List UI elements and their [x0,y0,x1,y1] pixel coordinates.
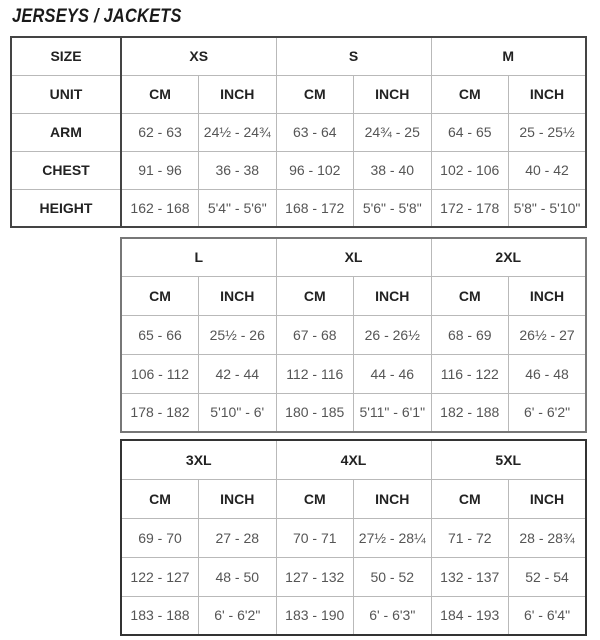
unit-header-cm: CM [276,276,354,315]
size-header: 5XL [431,440,586,479]
size-header-row [11,37,586,75]
value-cell: 5'6" - 5'8" [354,189,432,227]
value-cell: 46 - 48 [509,354,587,393]
value-cell: 52 - 54 [509,557,587,596]
table-row-chest [121,354,586,393]
unit-header-cm: CM [276,479,354,518]
value-cell: 69 - 70 [121,518,199,557]
value-cell: 6' - 6'2" [509,393,587,432]
size-header-row [121,440,586,479]
table-row-chest [11,151,586,189]
value-cell: 36 - 38 [199,151,277,189]
unit-header-cm: CM [121,479,199,518]
unit-row-label: UNIT [11,75,121,113]
value-cell: 26½ - 27 [509,315,587,354]
unit-header-inch: INCH [509,276,587,315]
size-header: 2XL [431,238,586,276]
unit-header-inch: INCH [509,479,587,518]
value-cell: 106 - 112 [121,354,199,393]
value-cell: 63 - 64 [276,113,354,151]
value-cell: 25 - 25½ [509,113,587,151]
value-cell: 182 - 188 [431,393,509,432]
page-title: JERSEYS / JACKETS [12,6,182,27]
value-cell: 6' - 6'4" [509,596,587,635]
size-header: 3XL [121,440,276,479]
value-cell: 183 - 190 [276,596,354,635]
size-header: L [121,238,276,276]
unit-header-cm: CM [121,75,199,113]
value-cell: 132 - 137 [431,557,509,596]
table-row-arm [121,315,586,354]
value-cell: 70 - 71 [276,518,354,557]
value-cell: 178 - 182 [121,393,199,432]
size-header-row [121,238,586,276]
value-cell: 102 - 106 [431,151,509,189]
value-cell: 5'8" - 5'10" [509,189,587,227]
value-cell: 71 - 72 [431,518,509,557]
value-cell: 6' - 6'3" [354,596,432,635]
value-cell: 40 - 42 [509,151,587,189]
value-cell: 184 - 193 [431,596,509,635]
value-cell: 64 - 65 [431,113,509,151]
value-cell: 116 - 122 [431,354,509,393]
size-header: S [276,37,431,75]
unit-header-cm: CM [431,75,509,113]
value-cell: 162 - 168 [121,189,199,227]
unit-header-row [121,276,586,315]
value-cell: 44 - 46 [354,354,432,393]
unit-header-row [121,479,586,518]
value-cell: 25½ - 26 [199,315,277,354]
unit-header-cm: CM [431,479,509,518]
value-cell: 24½ - 24¾ [199,113,277,151]
unit-header-inch: INCH [199,276,277,315]
chest-row-label: CHEST [11,151,121,189]
value-cell: 27 - 28 [199,518,277,557]
value-cell: 24¾ - 25 [354,113,432,151]
unit-header-inch: INCH [199,75,277,113]
table-row-chest [121,557,586,596]
unit-header-inch: INCH [354,276,432,315]
value-cell: 5'10" - 6' [199,393,277,432]
unit-header-cm: CM [121,276,199,315]
value-cell: 48 - 50 [199,557,277,596]
unit-header-inch: INCH [509,75,587,113]
unit-header-row [11,75,586,113]
size-table-3xl-4xl-5xl [120,439,587,636]
value-cell: 26 - 26½ [354,315,432,354]
unit-header-cm: CM [276,75,354,113]
value-cell: 96 - 102 [276,151,354,189]
table-row-height [121,596,586,635]
value-cell: 27½ - 28¼ [354,518,432,557]
size-row-label: SIZE [11,37,121,75]
value-cell: 168 - 172 [276,189,354,227]
unit-header-inch: INCH [199,479,277,518]
value-cell: 38 - 40 [354,151,432,189]
value-cell: 91 - 96 [121,151,199,189]
size-header: M [431,37,586,75]
value-cell: 183 - 188 [121,596,199,635]
size-header: XL [276,238,431,276]
arm-row-label: ARM [11,113,121,151]
value-cell: 67 - 68 [276,315,354,354]
value-cell: 62 - 63 [121,113,199,151]
table-row-height [11,189,586,227]
value-cell: 5'11" - 6'1" [354,393,432,432]
table-row-arm [11,113,586,151]
value-cell: 50 - 52 [354,557,432,596]
value-cell: 180 - 185 [276,393,354,432]
value-cell: 68 - 69 [431,315,509,354]
unit-header-inch: INCH [354,75,432,113]
size-header: 4XL [276,440,431,479]
value-cell: 112 - 116 [276,354,354,393]
size-header: XS [121,37,276,75]
unit-header-inch: INCH [354,479,432,518]
value-cell: 5'4" - 5'6" [199,189,277,227]
table-row-height [121,393,586,432]
value-cell: 65 - 66 [121,315,199,354]
value-cell: 28 - 28¾ [509,518,587,557]
value-cell: 127 - 132 [276,557,354,596]
value-cell: 42 - 44 [199,354,277,393]
value-cell: 122 - 127 [121,557,199,596]
value-cell: 6' - 6'2" [199,596,277,635]
unit-header-cm: CM [431,276,509,315]
size-table-l-xl-2xl [120,237,587,433]
height-row-label: HEIGHT [11,189,121,227]
table-row-arm [121,518,586,557]
size-table-xs-s-m [10,36,587,228]
value-cell: 172 - 178 [431,189,509,227]
